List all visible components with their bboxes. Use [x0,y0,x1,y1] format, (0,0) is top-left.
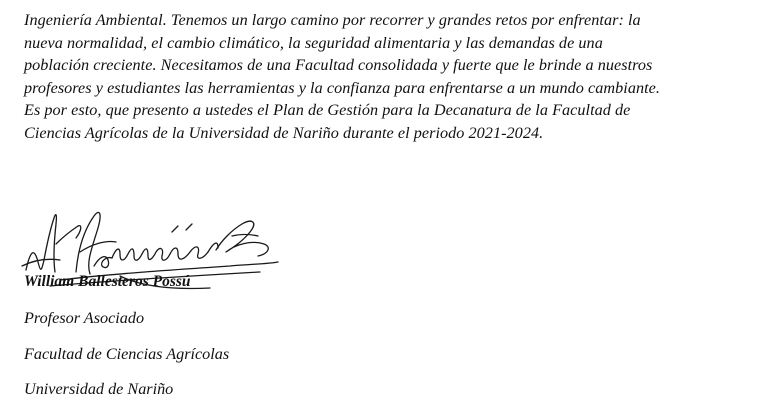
paragraph-line: Ingeniería Ambiental. Tenemos un largo camino por recorrer y grandes retos por enfrentar: la [24,11,641,29]
closing-paragraph [24,9,774,145]
paragraph-line: profesores y estudiantes las herramientas y la confianza para enfrentarse a un mundo cambiante. [24,78,660,97]
signer-name: William Ballesteros Possú [24,273,191,290]
paragraph-line: Es por esto, que presento a ustedes el Plan de Gestión para la Decanatura de la Facultad de [24,101,631,120]
paragraph-line: población creciente. Necesitamos de una Facultad consolidada y fuerte que le brinde a nuestros [24,56,653,75]
signer-faculty: Facultad de Ciencias Agrícolas [24,345,230,363]
signer-university: Universidad de Nariño [24,380,174,398]
paragraph-line: nueva normalidad, el cambio climático, la seguridad alimentaria y las demandas de una [24,33,603,52]
paragraph-line: Ciencias Agrícolas de la Universidad de Nariño durante el periodo 2021-2024. [24,123,544,142]
signer-title: Profesor Asociado [24,309,145,327]
